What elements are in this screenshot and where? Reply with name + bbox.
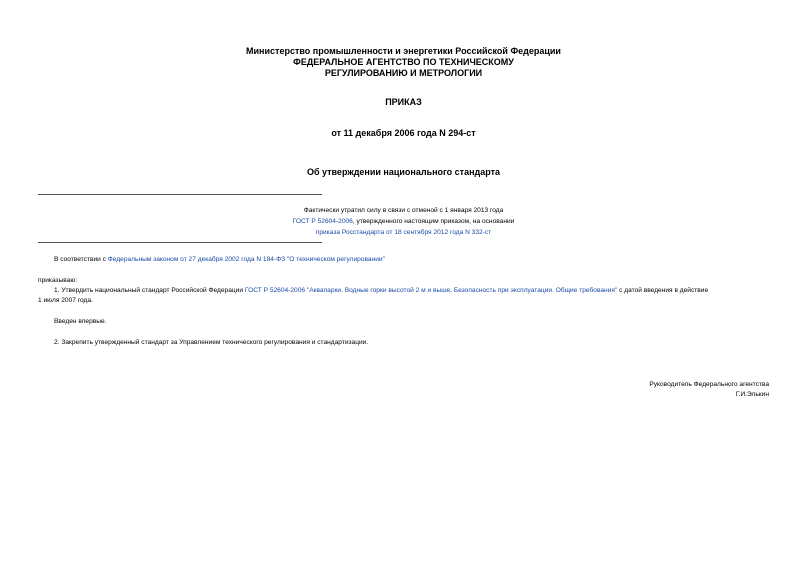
- document-title: Об утверждении национального стандарта: [306, 167, 501, 177]
- preamble-text: В соответствии с: [54, 256, 108, 263]
- gost-link[interactable]: ГОСТ Р 52604-2006: [292, 218, 353, 225]
- divider-bottom: [38, 242, 322, 243]
- intro-note: Введен впервые.: [54, 318, 107, 325]
- agency-title-line1: ФЕДЕРАЛЬНОЕ АГЕНТСТВО ПО ТЕХНИЧЕСКОМУ: [293, 57, 514, 67]
- status-note-line2: [0, 218, 807, 225]
- divider-top: [38, 194, 322, 195]
- rosstandart-order-link[interactable]: приказа Росстандарта от 18 сентября 2012 года N 332-ст: [315, 229, 492, 236]
- status-note-line1: Фактически утратил силу в связи с отменой с 1 января 2013 года: [303, 207, 504, 214]
- document-type: ПРИКАЗ: [385, 97, 422, 107]
- gost-standard-link[interactable]: ГОСТ Р 52604-2006 "Аквапарки. Водные горки высотой 2 м и выше. Безопасность при эксплуатации. Общие требования": [244, 287, 618, 294]
- item2: 2. Закрепить утвержденный стандарт за Управлением технического регулирования и стандартизации.: [54, 339, 369, 346]
- item1-tail: с датой введения в действие: [617, 287, 709, 294]
- agency-title-line2: РЕГУЛИРОВАНИЮ И МЕТРОЛОГИИ: [324, 68, 483, 78]
- document-date-number: от 11 декабря 2006 года N 294-ст: [331, 128, 476, 138]
- item1-line2: 1 июля 2007 года.: [38, 297, 93, 304]
- status-note-line2-text: , утвержденного настоящим приказом, на основании: [352, 218, 515, 225]
- ministry-title: Министерство промышленности и энергетики Российской Федерации: [246, 46, 561, 56]
- item1: [54, 287, 708, 294]
- order-word: приказываю:: [38, 277, 78, 284]
- item1-text: 1. Утвердить национальный стандарт Российской Федерации: [54, 287, 245, 294]
- preamble: [54, 256, 385, 263]
- signature-position: Руководитель Федерального агентства: [649, 381, 769, 388]
- federal-law-link[interactable]: Федеральным законом от 27 декабря 2002 года N 184-ФЗ "О техническом регулировании": [107, 256, 385, 263]
- signature-name: Г.И.Элькин: [735, 391, 769, 398]
